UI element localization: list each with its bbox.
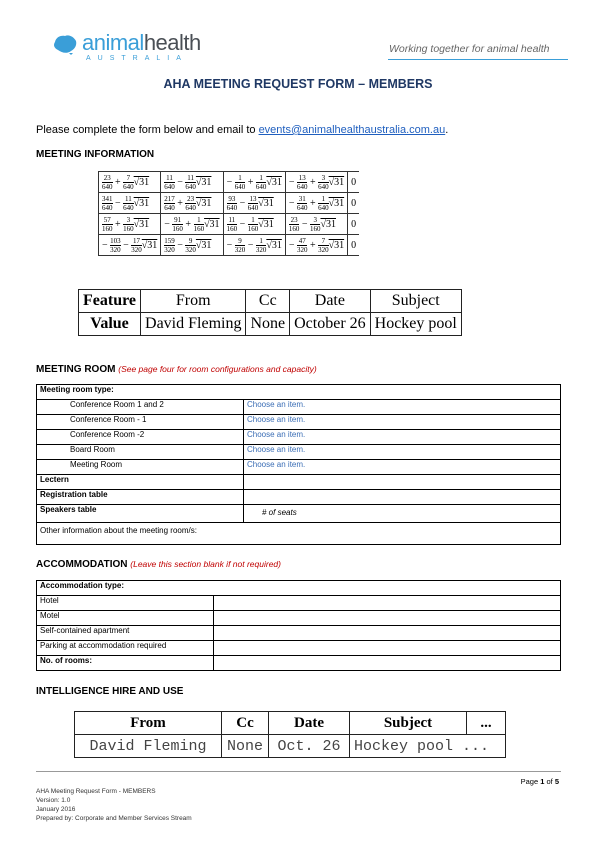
accommodation-row-label: Parking at accommodation required xyxy=(37,641,214,656)
math-cell: − $\frac{31}{640}$ + $\frac{1}{640}$ √31 xyxy=(285,193,347,214)
cc-value: None xyxy=(246,313,290,336)
subject-header: Subject xyxy=(370,290,461,313)
feature-header: Feature xyxy=(79,290,141,313)
lectern-label: Lectern xyxy=(37,475,244,490)
math-cell: $\frac{57}{160}$ + $\frac{3}{160}$ √31 xyxy=(99,214,161,235)
email-link[interactable]: events@animalhealthaustralia.com.au xyxy=(258,124,446,136)
math-cell: − $\frac{9}{320}$ − $\frac{1}{320}$ √31 xyxy=(223,235,285,256)
intel-subject-value: Hockey pool ... xyxy=(350,735,506,758)
intel-cc-header: Cc xyxy=(222,712,269,735)
math-cell: $\frac{341}{640}$ − $\frac{11}{640}$ √31 xyxy=(99,193,161,214)
page-number: Page 1 of 5 xyxy=(520,777,559,786)
math-cell: − $\frac{47}{320}$ + $\frac{7}{320}$ √31 xyxy=(285,235,347,256)
subject-value: Hockey pool xyxy=(370,313,461,336)
math-cell: − $\frac{1}{640}$ + $\frac{1}{640}$ √31 xyxy=(223,172,285,193)
meeting-room-note: (See page four for room configurations and capacity) xyxy=(118,364,317,374)
speakers-label: Speakers table xyxy=(37,505,244,523)
footer-line: January 2016 xyxy=(36,806,76,813)
math-table-image xyxy=(98,171,359,256)
room-choice-dropdown[interactable]: Choose an item. xyxy=(244,445,561,460)
footer-rule xyxy=(36,771,561,772)
math-cell: $\frac{11}{640}$ − $\frac{11}{640}$ √31 xyxy=(161,172,223,193)
feature-table-image xyxy=(78,289,462,336)
intel-subject-header: Subject xyxy=(350,712,467,735)
room-choice-dropdown[interactable]: Choose an item. xyxy=(244,460,561,475)
registration-field[interactable] xyxy=(244,490,561,505)
intel-from-header: From xyxy=(75,712,222,735)
intel-date-value: Oct. 26 xyxy=(269,735,350,758)
math-cell-zero: 0 xyxy=(348,193,360,214)
cc-header: Cc xyxy=(246,290,290,313)
no-rooms-field[interactable] xyxy=(214,656,561,671)
accommodation-heading: ACCOMMODATION (Leave this section blank if not required) xyxy=(36,559,281,570)
accommodation-type-label: Accommodation type: xyxy=(37,581,561,596)
accommodation-row-field[interactable] xyxy=(214,596,561,611)
meeting-room-section xyxy=(36,384,561,545)
math-cell: $\frac{217}{640}$ + $\frac{23}{640}$ √31 xyxy=(161,193,223,214)
accommodation-note: (Leave this section blank if not required) xyxy=(130,559,281,569)
accommodation-table xyxy=(36,580,561,671)
math-cell: $\frac{159}{320}$ − $\frac{9}{320}$ √31 xyxy=(161,235,223,256)
math-cell: $\frac{11}{160}$ − $\frac{1}{160}$ √31 xyxy=(223,214,285,235)
intel-more-header: ... xyxy=(467,712,506,735)
intro-text: Please complete the form below and email to events@animalhealthaustralia.com.au. xyxy=(36,124,449,136)
accommodation-row-field[interactable] xyxy=(214,641,561,656)
header-rule xyxy=(388,59,568,60)
accommodation-row-field[interactable] xyxy=(214,611,561,626)
accommodation-row-label: Hotel xyxy=(37,596,214,611)
math-cell: $\frac{93}{640}$ − $\frac{13}{640}$ √31 xyxy=(223,193,285,214)
from-value: David Fleming xyxy=(141,313,246,336)
intelligence-table-image xyxy=(74,711,506,758)
math-cell: − $\frac{13}{640}$ + $\frac{3}{640}$ √31 xyxy=(285,172,347,193)
footer-line: AHA Meeting Request Form - MEMBERS xyxy=(36,788,156,795)
accommodation-row-field[interactable] xyxy=(214,626,561,641)
intelligence-table xyxy=(74,711,506,758)
room-choice-dropdown[interactable]: Choose an item. xyxy=(244,430,561,445)
registration-label: Registration table xyxy=(37,490,244,505)
lectern-field[interactable] xyxy=(244,475,561,490)
intelligence-heading: INTELLIGENCE HIRE AND USE xyxy=(36,686,184,697)
room-name: Conference Room 1 and 2 xyxy=(37,400,244,415)
date-value: October 26 xyxy=(290,313,371,336)
no-rooms-label: No. of rooms: xyxy=(37,656,214,671)
math-cell-zero: 0 xyxy=(348,172,360,193)
footer-line: Prepared by: Corporate and Member Services Stream xyxy=(36,815,192,822)
math-cell: $\frac{23}{640}$ + $\frac{7}{640}$ √31 xyxy=(99,172,161,193)
accommodation-row-label: Motel xyxy=(37,611,214,626)
value-label: Value xyxy=(79,313,141,336)
accommodation-row-label: Self-contained apartment xyxy=(37,626,214,641)
tagline: Working together for animal health xyxy=(389,43,550,55)
room-name: Conference Room -2 xyxy=(37,430,244,445)
math-cell: $\frac{23}{160}$ − $\frac{3}{160}$ √31 xyxy=(285,214,347,235)
meeting-room-type-label: Meeting room type: xyxy=(37,385,561,400)
intel-date-header: Date xyxy=(269,712,350,735)
math-cell-zero: 0 xyxy=(348,214,360,235)
other-info-field[interactable]: Other information about the meeting room/s: xyxy=(37,523,561,545)
room-name: Board Room xyxy=(37,445,244,460)
math-cell: − $\frac{91}{160}$ + $\frac{1}{160}$ √31 xyxy=(161,214,223,235)
room-name: Meeting Room xyxy=(37,460,244,475)
math-cell: − $\frac{103}{320}$ − $\frac{17}{320}$ √31 xyxy=(99,235,161,256)
meeting-info-heading: MEETING INFORMATION xyxy=(36,149,155,160)
australia-map-icon xyxy=(52,33,78,55)
logo-main: animal xyxy=(82,30,144,55)
room-choice-dropdown[interactable]: Choose an item. xyxy=(244,415,561,430)
math-table xyxy=(98,171,359,256)
logo-sub: AUSTRALIA xyxy=(86,55,188,62)
accommodation-section xyxy=(36,580,561,671)
room-choice-dropdown[interactable]: Choose an item. xyxy=(244,400,561,415)
from-header: From xyxy=(141,290,246,313)
feature-table xyxy=(78,289,462,336)
logo-bold: health xyxy=(143,30,201,55)
page-title: AHA MEETING REQUEST FORM – MEMBERS xyxy=(163,77,433,91)
math-cell-zero: 0 xyxy=(348,235,360,256)
intel-cc-value: None xyxy=(222,735,269,758)
intel-from-value: David Fleming xyxy=(75,735,222,758)
date-header: Date xyxy=(290,290,371,313)
meeting-room-table xyxy=(36,384,561,545)
meeting-room-heading: MEETING ROOM (See page four for room configurations and capacity) xyxy=(36,364,317,375)
room-name: Conference Room - 1 xyxy=(37,415,244,430)
seats-field[interactable]: # of seats xyxy=(244,505,561,523)
footer-line: Version: 1.0 xyxy=(36,797,71,804)
footer-info xyxy=(36,787,192,823)
